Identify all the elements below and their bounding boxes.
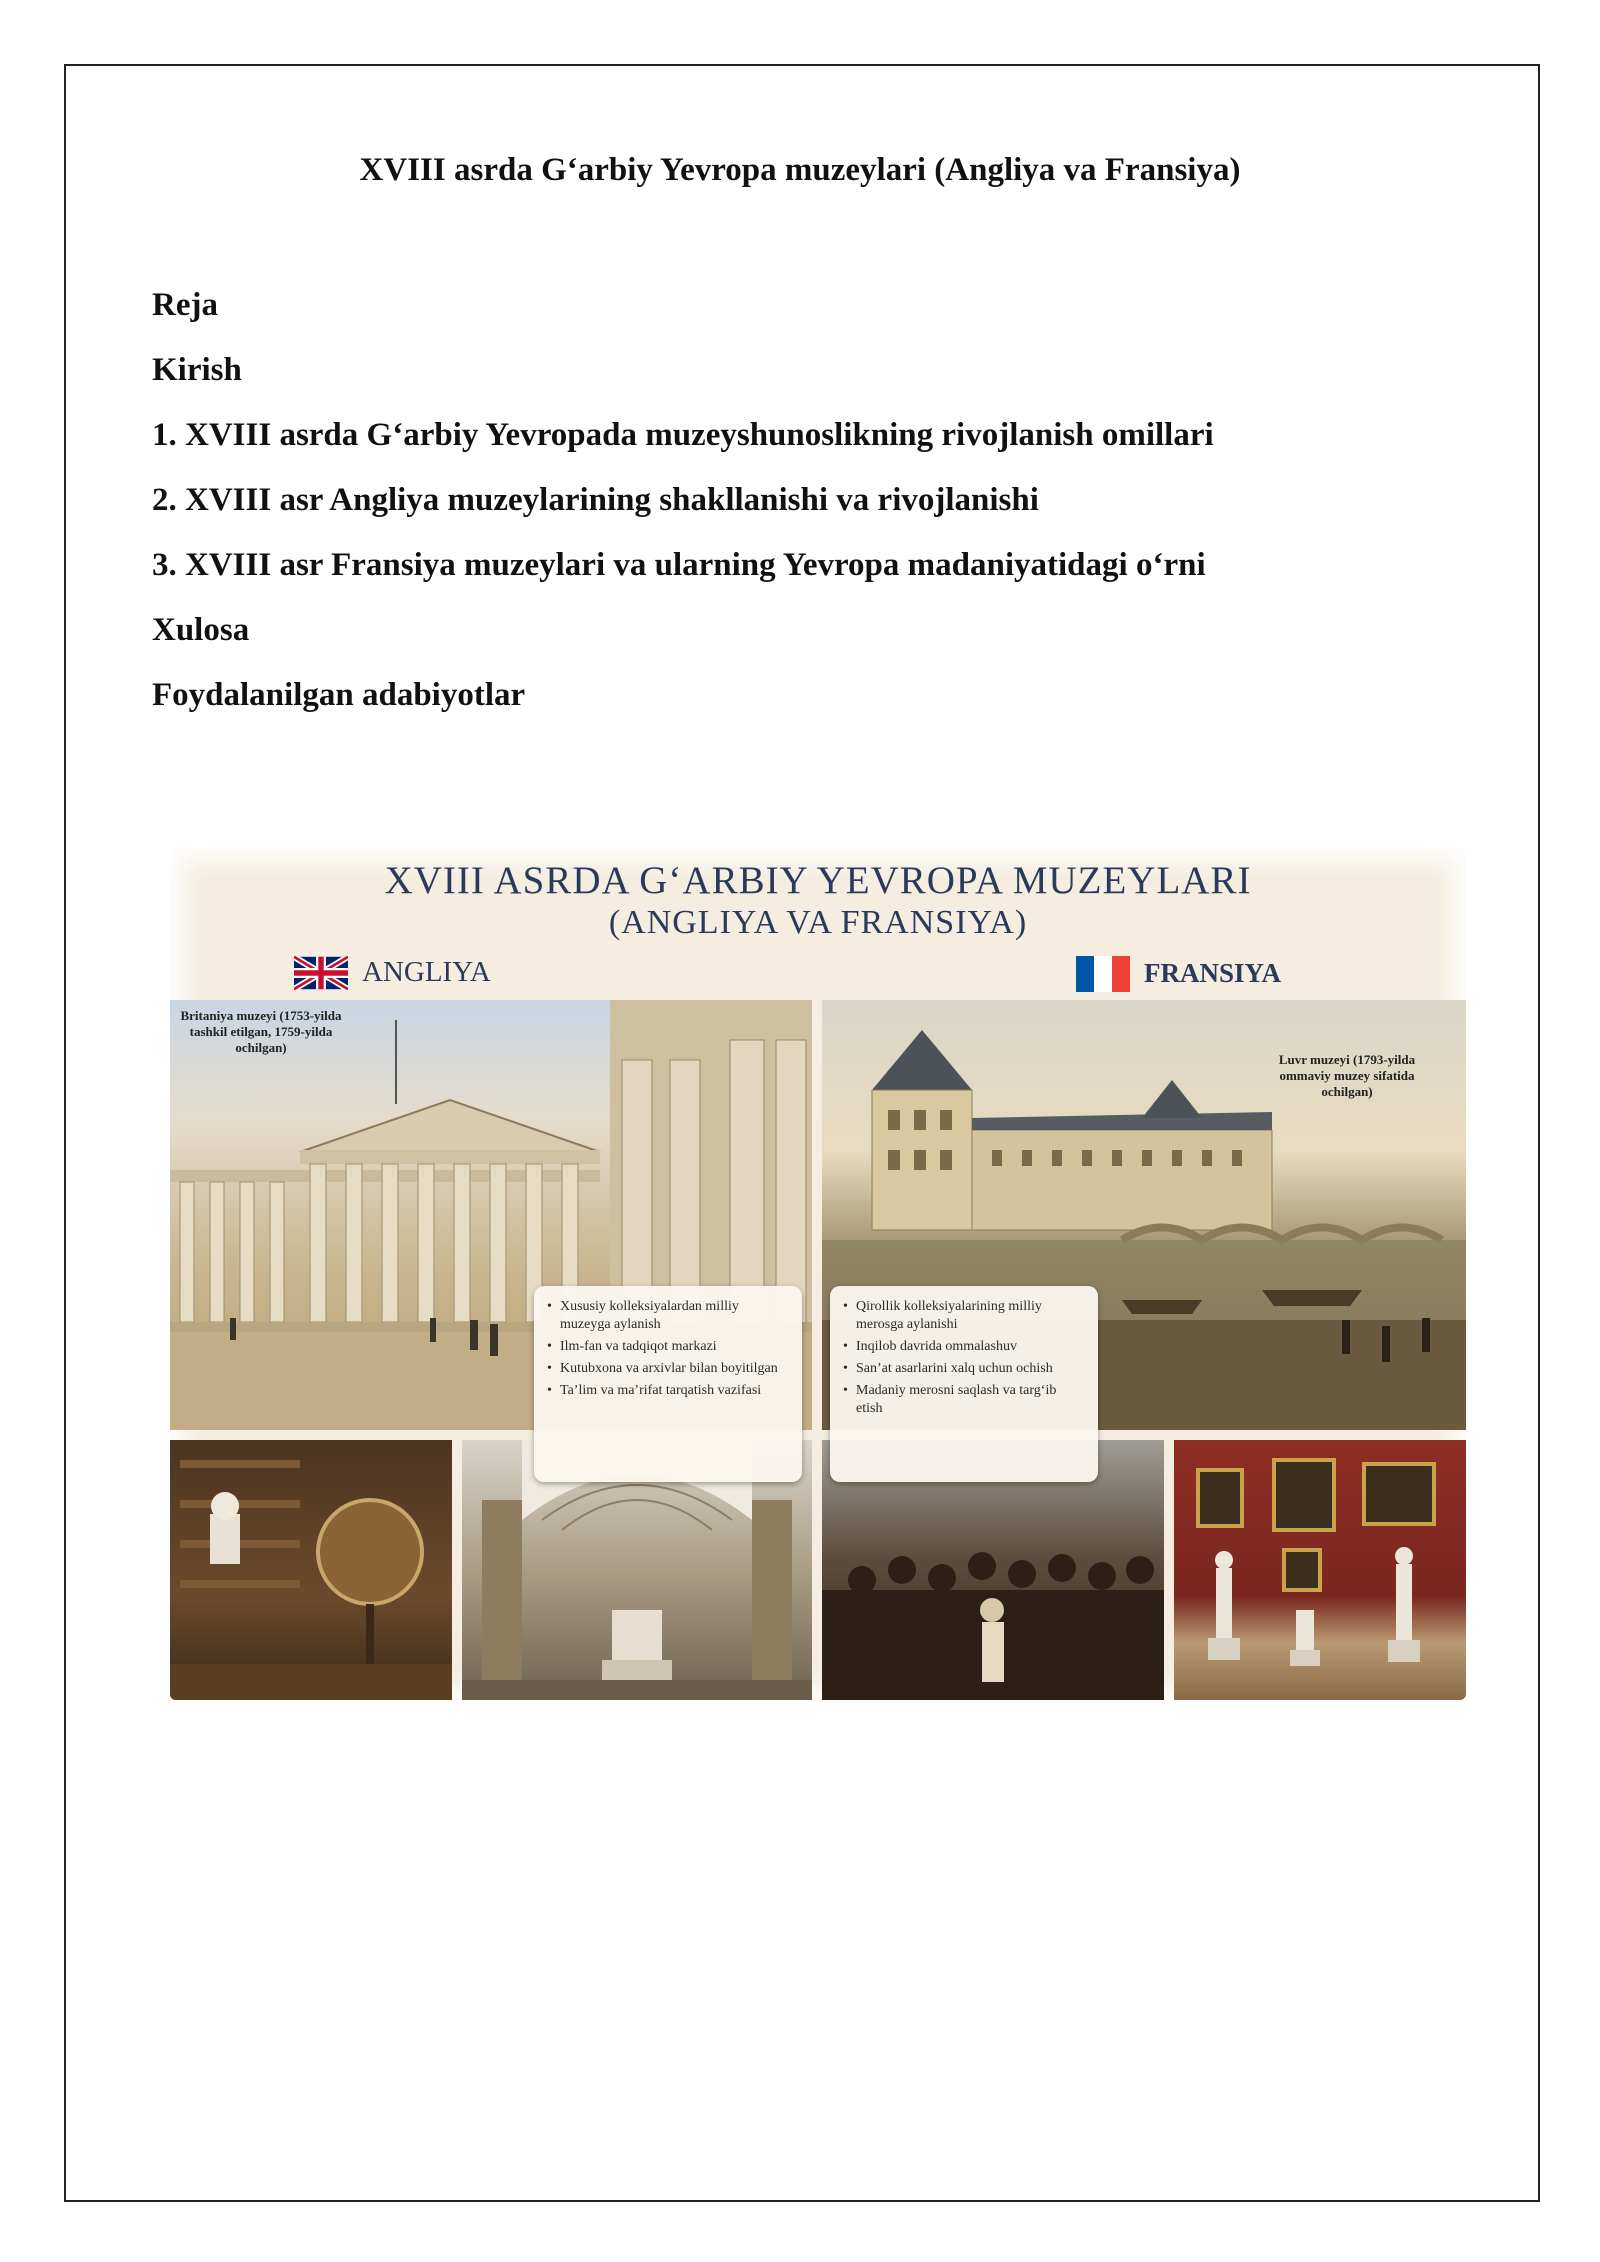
library-illustration: [170, 1440, 452, 1700]
plan-list: [152, 282, 1214, 737]
plan-item-1: 1. XVIII asrda G‘arbiy Yevropada muzeyshunoslikning rivojlanish omillari: [152, 417, 1214, 453]
plan-item-2: 2. XVIII asr Angliya muzeylarining shakllanishi va rivojlanishi: [152, 482, 1039, 518]
france-label: FRANSIYA: [1144, 958, 1282, 988]
museums-infographic: [170, 848, 1466, 1700]
england-fact-2: • Ilm-fan va tadqiqot markazi: [560, 1338, 788, 1356]
library-globe-icon: [170, 1440, 452, 1700]
plan-item-references: Foydalanilgan adabiyotlar: [152, 677, 526, 713]
infographic-title: XVIII ASRDA G‘ARBIY YEVROPA MUZEYLARI: [384, 859, 1252, 902]
france-fact-4: • Madaniy merosni saqlash va targ‘ib etish: [856, 1382, 1084, 1418]
france-fact-1: • Qirollik kolleksiyalarining milliy merosga aylanishi: [856, 1298, 1084, 1334]
france-fact-2: • Inqilob davrida ommalashuv: [856, 1338, 1084, 1356]
france-fact-3: • San’at asarlarini xalq uchun ochish: [856, 1360, 1084, 1378]
england-fact-3: • Kutubxona va arxivlar bilan boyitilgan: [560, 1360, 788, 1378]
document-title: XVIII asrda G‘arbiy Yevropa muzeylari (Angliya va Fransiya): [359, 152, 1241, 188]
england-label: ANGLIYA: [362, 956, 491, 988]
plan-item-intro: Kirish: [152, 352, 242, 388]
plan-item-conclusion: Xulosa: [152, 612, 250, 648]
france-flag-icon: [1076, 956, 1130, 992]
gallery-statues-icon: [1174, 1440, 1466, 1700]
louvre-caption: Luvr muzeyi (1793-yilda ommaviy muzey sifatida ochilgan): [1278, 1052, 1416, 1099]
plan-item-3: 3. XVIII asr Fransiya muzeylari va ularning Yevropa madaniyatidagi o‘rni: [152, 547, 1206, 583]
uk-flag-icon: [294, 956, 348, 990]
france-facts-box: [830, 1286, 1098, 1482]
england-fact-1: • Xususiy kolleksiyalardan milliy muzeyga aylanish: [560, 1298, 788, 1334]
art-gallery-illustration: [1174, 1440, 1466, 1700]
british-museum-caption: Britaniya muzeyi (1753-yilda tashkil etilgan, 1759-yilda ochilgan): [180, 1008, 342, 1055]
plan-heading: Reja: [152, 287, 218, 323]
england-fact-4: • Ta’lim va ma’rifat tarqatish vazifasi: [560, 1382, 788, 1400]
england-facts-box: [534, 1286, 802, 1482]
infographic-subtitle: (ANGLIYA VA FRANSIYA): [608, 904, 1028, 941]
